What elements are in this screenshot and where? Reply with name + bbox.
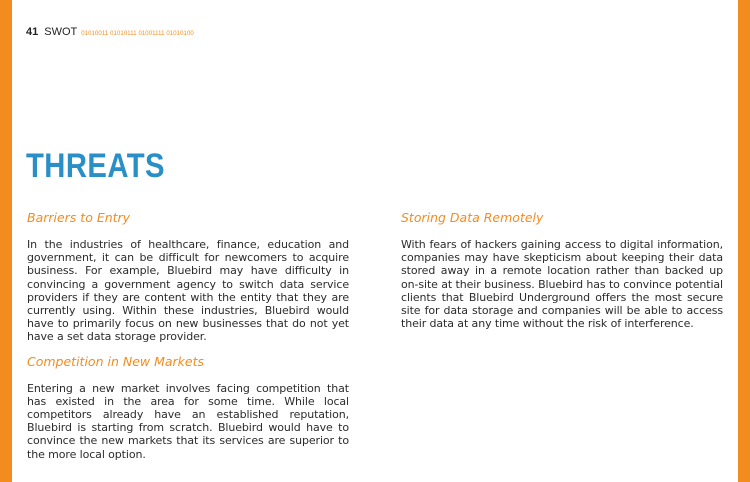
section-body-storing-data: With fears of hackers gaining access to digital information, companies may have skepticism about keeping their data stored away in a remote location rather than backed up on-site at their business. Bluebird has to convince potential clients that Bluebird Underground offers the most secure site for data storage and companies will be able to access their data at any time without the risk of interference. <box>401 238 723 331</box>
section-body-barriers: In the industries of healthcare, finance, education and government, it can be difficult for newcomers to acquire business. For example, Bluebird may have difficulty in convincing a government agency to switch data service providers if they are content with the entity that they are currently using. Within these industries, Bluebird would have to primarily focus on new businesses that do not yet have a set data storage provider. <box>27 238 349 344</box>
right-column <box>401 209 723 330</box>
section-name: SWOT <box>44 26 78 38</box>
binary-code: 01010011 01010111 01001111 01010100 <box>81 31 194 37</box>
left-edge-bar <box>0 0 12 482</box>
section-body-competition: Entering a new market involves facing competition that has existed in the area for some time. While local competitors already have an established reputation, Bluebird is starting from scratch. Bluebird would have to convince the new markets that its services are superior to the more local option. <box>27 381 349 461</box>
page-title: THREATS <box>26 147 165 185</box>
running-header <box>26 26 194 40</box>
left-column <box>27 209 349 461</box>
section-heading-storing-data: Storing Data Remotely <box>401 210 544 225</box>
right-edge-bar <box>738 0 750 482</box>
section-heading-barriers: Barriers to Entry <box>27 210 131 225</box>
page-number: 41 <box>26 26 39 38</box>
section-heading-competition: Competition in New Markets <box>27 353 205 369</box>
